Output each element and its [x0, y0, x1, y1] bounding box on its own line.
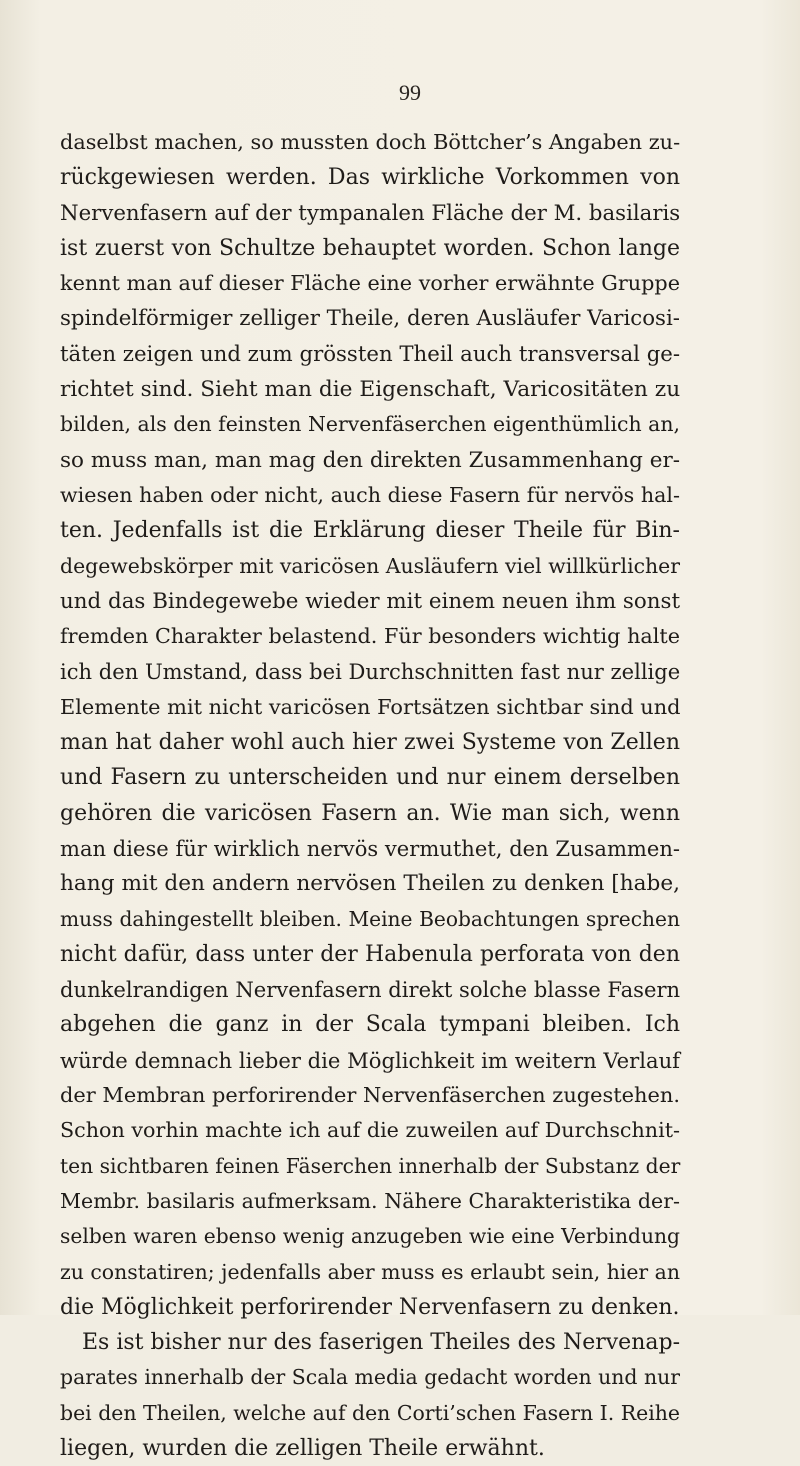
text-line: liegen, wurden die zelligen Theile erwähnt.	[60, 1435, 545, 1461]
text-line: hang mit den andern nervösen Theilen zu denken [habe,	[60, 871, 680, 897]
text-line: abgehen die ganz in der Scala tympani bleiben. Ich	[60, 1012, 680, 1038]
page-number: 99	[399, 80, 421, 105]
text-line: selben waren ebenso wenig anzugeben wie eine Verbindung	[60, 1224, 680, 1249]
text-line: und das Bindegewebe wieder mit einem neuen ihm sonst	[60, 588, 681, 614]
text-line: Nervenfasern auf der tympanalen Fläche der M. basilaris	[60, 200, 681, 226]
text-line: man hat daher wohl auch hier zwei Systeme von Zellen	[60, 730, 680, 756]
text-line: der Membran perforirender Nervenfäserchen zugestehen.	[60, 1083, 680, 1108]
text-line: daselbst machen, so mussten doch Böttcher’s Angaben zu-	[60, 130, 681, 154]
text-line: Schon vorhin machte ich auf die zuweilen auf Durchschnit-	[60, 1118, 680, 1143]
text-line: spindelförmiger zelliger Theile, deren Ausläufer Varicosi-	[60, 306, 680, 332]
text-line: nicht dafür, dass unter der Habenula perforata von den	[60, 941, 680, 967]
text-line: dunkelrandigen Nervenfasern direkt solche blasse Fasern	[60, 977, 681, 1003]
text-line: täten zeigen und zum grössten Theil auch transversal ge-	[60, 341, 681, 367]
text-line: zu constatiren; jedenfalls aber muss es erlaubt sein, hier an	[60, 1259, 680, 1284]
text-line: die Möglichkeit perforirender Nervenfasern zu denken.	[60, 1294, 680, 1320]
text-line: gehören die varicösen Fasern an. Wie man sich, wenn	[60, 800, 680, 826]
text-line: ten. Jedenfalls ist die Erklärung dieser Theile für Bin-	[60, 518, 680, 544]
body-text	[60, 125, 680, 1466]
text-line: parates innerhalb der Scala media gedacht worden und nur	[60, 1365, 680, 1390]
text-line: Membr. basilaris aufmerksam. Nähere Charakteristika der-	[60, 1188, 680, 1213]
text-line: wiesen haben oder nicht, auch diese Fasern für nervös hal-	[60, 482, 680, 507]
text-line: degewebskörper mit varicösen Ausläufern viel willkürlicher	[60, 553, 680, 578]
text-line: Es ist bisher nur des faserigen Theiles des Nervenap-	[82, 1330, 680, 1356]
text-line: kennt man auf dieser Fläche eine vorher erwähnte Gruppe	[60, 271, 680, 296]
text-line: ich den Umstand, dass bei Durchschnitten fast nur zellige	[60, 659, 681, 685]
text-line: fremden Charakter belastend. Für besonders wichtig halte	[60, 624, 680, 649]
text-line: bei den Theilen, welche auf den Corti’schen Fasern I. Reihe	[60, 1400, 680, 1425]
text-line: Elemente mit nicht varicösen Fortsätzen sichtbar sind und	[60, 694, 681, 719]
text-line: ten sichtbaren feinen Fäserchen innerhalb der Substanz der	[60, 1153, 681, 1178]
text-line: bilden, als den feinsten Nervenfäserchen eigenthümlich an,	[60, 412, 680, 437]
text-line: richtet sind. Sieht man die Eigenschaft, Varicositäten zu	[60, 377, 681, 403]
text-line: ist zuerst von Schultze behauptet worden. Schon lange	[60, 235, 680, 261]
text-line: so muss man, man mag den direkten Zusammenhang er-	[60, 447, 680, 473]
text-line: würde demnach lieber die Möglichkeit im weitern Verlauf	[60, 1047, 680, 1073]
text-line: und Fasern zu unterscheiden und nur einem derselben	[60, 765, 680, 791]
text-line: rückgewiesen werden. Das wirkliche Vorkommen von	[60, 165, 680, 191]
text-line: man diese für wirklich nervös vermuthet, den Zusammen-	[60, 835, 680, 861]
text-line: muss dahingestellt bleiben. Meine Beobachtungen sprechen	[60, 906, 680, 931]
